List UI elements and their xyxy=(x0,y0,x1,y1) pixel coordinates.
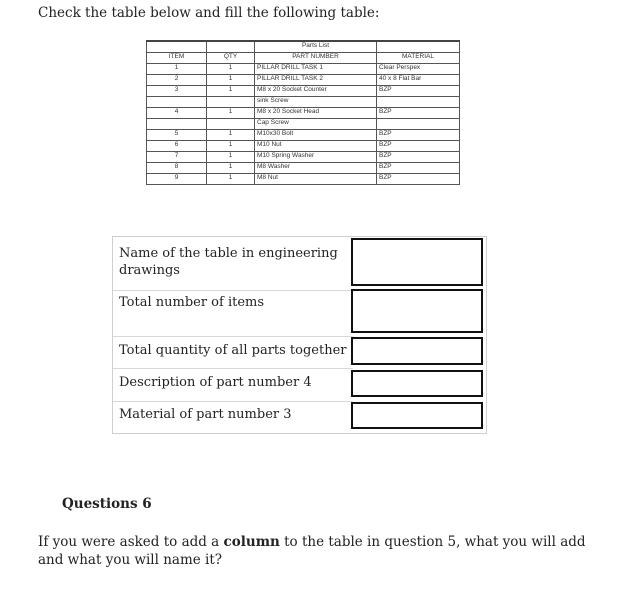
cell-item: 1 xyxy=(147,64,207,75)
cell-qty: 1 xyxy=(207,108,255,119)
cell-qty: 1 xyxy=(207,86,255,97)
question-row xyxy=(113,401,353,432)
question-row xyxy=(113,290,353,337)
parts-list-title: Parts List xyxy=(255,41,377,53)
cell-part: M8 x 20 Socket Head xyxy=(255,108,377,119)
question6-text xyxy=(38,533,598,569)
parts-list-corner xyxy=(147,41,207,53)
question-label: Name of the table in engineering drawings xyxy=(119,246,338,278)
cell-item: 3 xyxy=(147,86,207,97)
question-label: Total quantity of all parts together xyxy=(119,343,347,358)
cell-material: BZP xyxy=(377,163,460,174)
cell-part: M10x30 Bolt xyxy=(255,130,377,141)
cell-part: M10 Spring Washer xyxy=(255,152,377,163)
cell-qty xyxy=(207,97,255,108)
parts-row xyxy=(147,130,460,141)
header-qty: QTY xyxy=(207,53,255,64)
cell-material xyxy=(377,119,460,130)
question6-text-end: to the table in question 5, what you will add and what you will name it? xyxy=(38,534,586,568)
cell-qty: 1 xyxy=(207,141,255,152)
parts-row xyxy=(147,119,460,130)
cell-material: BZP xyxy=(377,86,460,97)
cell-material: BZP xyxy=(377,108,460,119)
cell-item xyxy=(147,119,207,130)
parts-row xyxy=(147,97,460,108)
parts-row xyxy=(147,174,460,185)
question-label: Total number of items xyxy=(119,295,265,310)
cell-item: 9 xyxy=(147,174,207,185)
cell-qty: 1 xyxy=(207,64,255,75)
cell-qty xyxy=(207,119,255,130)
header-item: ITEM xyxy=(147,53,207,64)
cell-part: sink Screw xyxy=(255,97,377,108)
cell-material: Clear Perspex xyxy=(377,64,460,75)
instruction-text: Check the table below and fill the following table: xyxy=(38,5,380,21)
question-label: Description of part number 4 xyxy=(119,375,312,390)
cell-item: 5 xyxy=(147,130,207,141)
answer-box-part4-description[interactable] xyxy=(351,370,483,397)
cell-material: BZP xyxy=(377,130,460,141)
question-label: Material of part number 3 xyxy=(119,407,292,422)
cell-part: Cap Screw xyxy=(255,119,377,130)
parts-row xyxy=(147,108,460,119)
cell-part: M8 Nut xyxy=(255,174,377,185)
cell-qty: 1 xyxy=(207,152,255,163)
cell-part: PILLAR DRILL TASK 1 xyxy=(255,64,377,75)
header-material: MATERIAL xyxy=(377,53,460,64)
parts-row xyxy=(147,75,460,86)
cell-item: 6 xyxy=(147,141,207,152)
question-row xyxy=(113,336,353,369)
question-row xyxy=(113,368,353,402)
cell-material: BZP xyxy=(377,174,460,185)
cell-material xyxy=(377,97,460,108)
cell-part: M8 x 20 Socket Counter xyxy=(255,86,377,97)
parts-row xyxy=(147,163,460,174)
cell-item: 4 xyxy=(147,108,207,119)
cell-qty: 1 xyxy=(207,174,255,185)
cell-part: M8 Washer xyxy=(255,163,377,174)
question6-text-bold: column xyxy=(223,534,280,550)
fill-in-table xyxy=(112,236,487,434)
cell-material: BZP xyxy=(377,141,460,152)
question6-text-start: If you were asked to add a xyxy=(38,534,224,550)
parts-list-table xyxy=(146,40,460,185)
parts-row xyxy=(147,64,460,75)
cell-item xyxy=(147,97,207,108)
question-row xyxy=(113,237,353,291)
cell-material: 40 x 8 Flat Bar xyxy=(377,75,460,86)
answer-box-total-items[interactable] xyxy=(351,289,483,333)
question6-heading: Questions 6 xyxy=(62,496,152,512)
parts-list-corner xyxy=(377,41,460,53)
answer-box-table-name[interactable] xyxy=(351,238,483,286)
parts-list-corner xyxy=(207,41,255,53)
cell-qty: 1 xyxy=(207,75,255,86)
cell-qty: 1 xyxy=(207,130,255,141)
answer-box-total-quantity[interactable] xyxy=(351,337,483,365)
cell-material: BZP xyxy=(377,152,460,163)
answer-box-part3-material[interactable] xyxy=(351,402,483,429)
cell-part: PILLAR DRILL TASK 2 xyxy=(255,75,377,86)
cell-part: M10 Nut xyxy=(255,141,377,152)
parts-row xyxy=(147,141,460,152)
cell-item: 8 xyxy=(147,163,207,174)
parts-row xyxy=(147,86,460,97)
cell-item: 2 xyxy=(147,75,207,86)
cell-item: 7 xyxy=(147,152,207,163)
parts-row xyxy=(147,152,460,163)
header-part-number: PART NUMBER xyxy=(255,53,377,64)
cell-qty: 1 xyxy=(207,163,255,174)
